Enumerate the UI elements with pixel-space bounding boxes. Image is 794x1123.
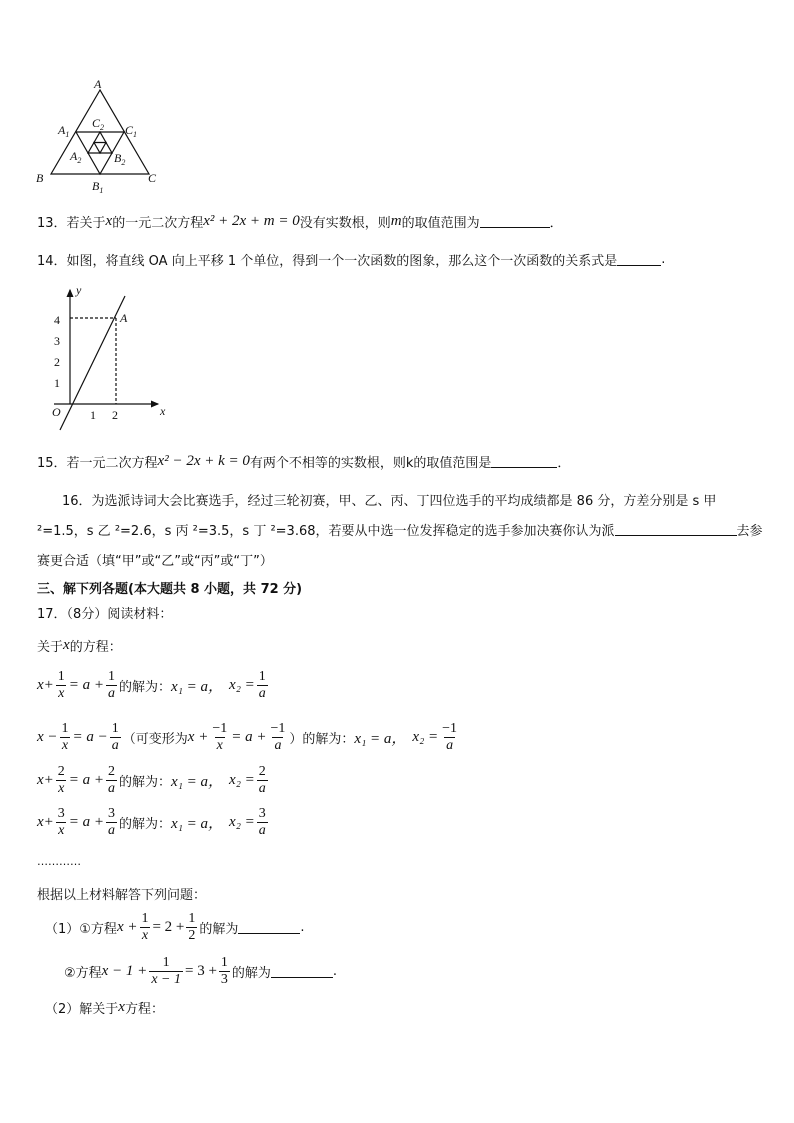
eq3-frac-3: $\frac{2}{a}$ [258, 764, 266, 796]
ellipsis: ………… [37, 855, 81, 868]
eq1-x2: x₂ = [229, 677, 255, 693]
eq2-paren-open: （可变形为 [122, 732, 188, 747]
q17-about-suffix: 的方程： [69, 640, 122, 655]
x-axis-label: x [160, 404, 166, 418]
p1a-tail: 的解为 [199, 922, 239, 937]
label-c: C [148, 171, 157, 185]
label-b: B [36, 171, 44, 185]
q16-line-3: 赛更合适（填“甲”或“乙”或“丙”或“丁”） [37, 554, 273, 569]
eq4-sol: 的解为： [119, 817, 172, 832]
line-oa-graph [40, 282, 180, 434]
material-equation-1 [37, 670, 270, 701]
y-tick-4: 4 [54, 313, 60, 327]
question-14 [37, 250, 665, 269]
label-c1: $C_1$ [125, 123, 138, 139]
eq2-lhs: x − [37, 729, 58, 745]
p2-var: x [118, 999, 125, 1015]
q16-line-2b: 去参 [736, 524, 763, 539]
eq1-frac-2: $\frac{1}{a}$ [108, 669, 116, 701]
q15-answer-blank[interactable] [491, 455, 557, 468]
p1b-label: ②方程 [64, 966, 102, 981]
eq2-frac-p1: $\frac{-1}{x}$ [212, 721, 228, 753]
eq4-lhs: x+ [37, 814, 54, 830]
q15-equation: x² − 2x + k = 0 [157, 453, 250, 469]
p1b-frac-2: $\frac{1}{3}$ [220, 955, 228, 987]
label-b2: $B_2$ [114, 151, 126, 167]
eq2-pmid: = a + [231, 729, 267, 745]
eq1-frac-3: $\frac{1}{a}$ [258, 669, 266, 701]
eq2-frac-1: $\frac{1}{x}$ [61, 721, 69, 753]
eq2-frac-3: $\frac{-1}{a}$ [442, 721, 458, 753]
label-a1: $A_1$ [58, 123, 70, 139]
label-b1: $B_1$ [92, 179, 104, 195]
question-13 [37, 212, 563, 231]
label-c2: $C_2$ [92, 116, 105, 132]
p1a-label: （1）①方程 [45, 922, 117, 937]
eq4-frac-2: $\frac{3}{a}$ [108, 806, 116, 838]
eq3-frac-2: $\frac{2}{a}$ [108, 764, 116, 796]
x-tick-2: 2 [112, 408, 118, 422]
p1b-frac-1: $\frac{1}{x - 1}$ [151, 955, 181, 987]
p1a-mid: = 2 + [152, 919, 185, 935]
eq3-sol: 的解为： [119, 775, 172, 790]
q13-mid: 的一元二次方程 [112, 216, 204, 231]
p1b-answer-blank[interactable] [271, 965, 333, 978]
eq4-frac-1: $\frac{3}{x}$ [57, 806, 65, 838]
eq1-sol: 的解为： [119, 680, 172, 695]
eq1-frac-1: $\frac{1}{x}$ [57, 669, 65, 701]
eq2-mid: = a − [72, 729, 108, 745]
q15-end: ． [557, 456, 571, 471]
eq2-paren-close: ）的解为： [289, 732, 355, 747]
q13-prefix: 13．若关于 [37, 216, 106, 231]
x-tick-1: 1 [90, 408, 96, 422]
q15-prefix: 15．若一元二次方程 [37, 456, 158, 471]
q17-about [37, 636, 122, 655]
p1b-end: . [332, 964, 338, 979]
q17-about-var: x [63, 637, 70, 653]
p1b-x: x − 1 + [101, 963, 148, 979]
q16-answer-blank[interactable] [615, 523, 737, 536]
q16-line-2 [37, 520, 763, 539]
point-a-label: A [120, 311, 128, 325]
q13-var: x [105, 213, 113, 229]
p1a-answer-blank[interactable] [238, 921, 300, 934]
p1a-end: . [300, 920, 305, 935]
y-tick-1: 1 [54, 376, 60, 390]
p1a-x: x + [116, 919, 138, 935]
eq4-x2: x₂ = [229, 814, 255, 830]
inner-triangle [94, 143, 106, 154]
eq4-mid: = a + [68, 814, 105, 830]
label-a: A [94, 77, 102, 91]
q13-tail: 的取值范围为 [401, 216, 480, 231]
eq2-x1: x₁ = a， [354, 731, 407, 747]
material-equation-4 [37, 807, 270, 838]
eq1-mid: = a + [68, 677, 105, 693]
eq3-x2: x₂ = [229, 772, 255, 788]
q13-answer-blank[interactable] [480, 215, 550, 228]
eq2-frac-p2: $\frac{-1}{a}$ [270, 721, 286, 753]
eq4-frac-3: $\frac{3}{a}$ [258, 806, 266, 838]
q13-end: ． [549, 216, 563, 231]
q16-line-2a: ²=1.5，s 乙 ²=2.6，s 丙 ²=3.5，s 丁 ²=3.68，若要从中选一位发挥稳定的选手参加决赛你认为派 [37, 524, 615, 539]
eq2-frac-2: $\frac{1}{a}$ [111, 721, 119, 753]
q17-header: 17．（8分）阅读材料： [37, 607, 173, 622]
origin-label: O [52, 405, 61, 419]
q17-part-1b [64, 956, 337, 987]
p2-tail: 方程： [124, 1002, 164, 1017]
label-a2: $A_2$ [70, 149, 82, 165]
q13-equation: x² + 2x + m = 0 [203, 213, 300, 229]
q14-answer-blank[interactable] [617, 253, 661, 266]
eq2-px: x + [187, 729, 209, 745]
eq3-frac-1: $\frac{2}{x}$ [57, 764, 65, 796]
q17-part-1a [45, 912, 305, 943]
eq1-x1: x₁ = a， [171, 679, 224, 695]
material-equation-3 [37, 765, 270, 796]
p1b-tail: 的解为 [231, 966, 271, 981]
q14-text: 14．如图，将直线 OA 向上平移 1 个单位，得到一个一次函数的图象，那么这个一次函数的关系式是 [37, 254, 618, 269]
q17-part-2 [45, 998, 164, 1017]
p1a-frac-1: $\frac{1}{x}$ [141, 911, 149, 943]
section-3-heading: 三、解下列各题(本大题共 8 小题，共 72 分) [37, 582, 303, 597]
q13-after: 没有实数根，则 [299, 216, 391, 231]
q14-end: . [661, 252, 666, 267]
eq1-lhs: x+ [37, 677, 54, 693]
question-15 [37, 452, 570, 471]
material-equation-2 [37, 722, 461, 753]
y-tick-2: 2 [54, 355, 60, 369]
eq3-mid: = a + [68, 772, 105, 788]
eq3-lhs: x+ [37, 772, 54, 788]
eq2-x2: x₂ = [412, 729, 439, 745]
p1a-frac-2: $\frac{1}{2}$ [188, 911, 196, 943]
q17-about-prefix: 关于 [37, 640, 64, 655]
eq3-x1: x₁ = a， [171, 774, 224, 790]
p1b-mid: = 3 + [184, 963, 217, 979]
y-axis-label: y [76, 283, 82, 297]
p2-label: （2）解关于 [45, 1002, 119, 1017]
eq4-x1: x₁ = a， [171, 816, 224, 832]
q16-line-1: 16．为选派诗词大会比赛选手，经过三轮初赛，甲、乙、丙、丁四位选手的平均成绩都是 86 分，方差分别是 s 甲 [62, 494, 717, 509]
q17-instruction: 根据以上材料解答下列问题： [37, 888, 207, 903]
nested-triangle-figure [30, 76, 170, 198]
y-tick-3: 3 [54, 334, 60, 348]
q13-m: m [390, 213, 402, 229]
q15-after: 有两个不相等的实数根，则k的取值范围是 [249, 456, 492, 471]
